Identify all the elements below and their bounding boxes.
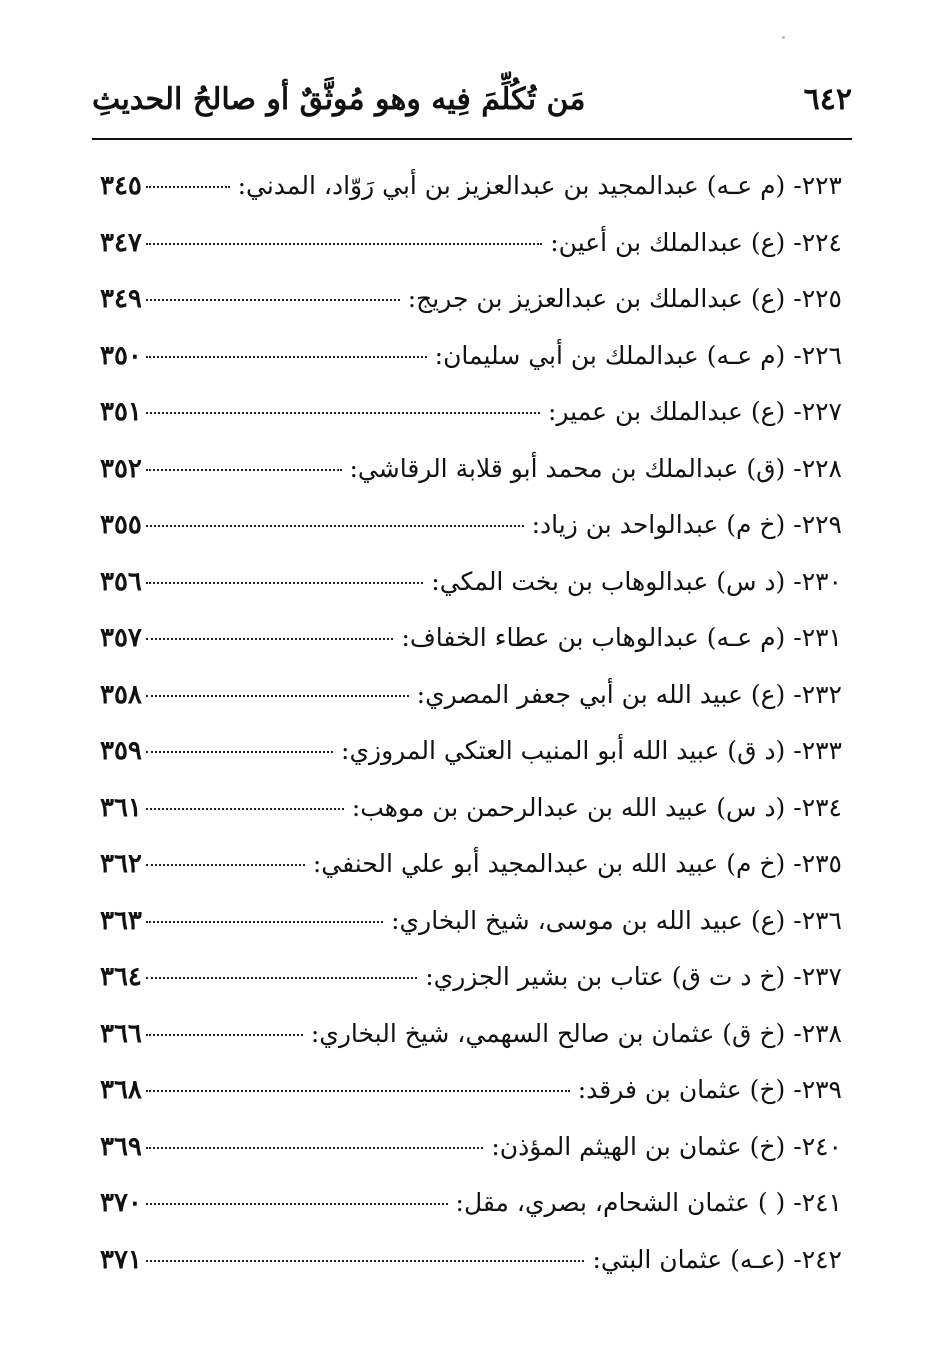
dot-leader <box>146 1034 303 1036</box>
entry-title: ٢٢٧- (ع) عبدالملك بن عمير: <box>547 397 842 426</box>
stray-ink-mark <box>782 36 785 39</box>
dot-leader <box>146 582 423 584</box>
entry-title: ٢٤١- ( ) عثمان الشحام، بصري، مقل: <box>455 1188 842 1217</box>
header-page-number: ٦٤٢ <box>803 82 852 117</box>
toc-entry <box>100 443 842 500</box>
toc-entry <box>100 1234 842 1291</box>
dot-leader <box>146 1203 448 1205</box>
dot-leader <box>146 638 394 640</box>
dot-leader <box>146 751 333 753</box>
dot-leader <box>146 186 230 188</box>
dot-leader <box>146 356 427 358</box>
entry-page-number: ٣٦٣ <box>100 905 142 936</box>
entry-page-number: ٣٤٩ <box>100 284 142 314</box>
entry-title: ٢٢٨- (ق) عبدالملك بن محمد أبو قلابة الرقاشي: <box>349 453 842 483</box>
entry-page-number: ٣٥٠ <box>100 340 142 371</box>
dot-leader <box>146 525 524 527</box>
entry-title: ٢٣٦- (ع) عبيد الله بن موسى، شيخ البخاري: <box>391 905 842 935</box>
toc-entry <box>100 1121 842 1178</box>
toc-entry <box>100 725 842 782</box>
entry-page-number: ٣٤٥ <box>100 171 142 201</box>
entry-title: ٢٣٠- (د س) عبدالوهاب بن بخت المكي: <box>431 566 842 596</box>
entry-title: ٢٣٥- (خ م) عبيد الله بن عبدالمجيد أبو علي الحنفي: <box>312 849 842 878</box>
entry-page-number: ٣٥٧ <box>100 623 142 653</box>
toc-entry <box>100 782 842 839</box>
toc-entry <box>100 1064 842 1121</box>
table-of-contents <box>100 160 842 1290</box>
toc-entry <box>100 1177 842 1234</box>
entry-title: ٢٢٣- (م عـه) عبدالمجيد بن عبدالعزيز بن أبي رَوّاد، المدني: <box>237 171 842 200</box>
running-header <box>92 76 852 134</box>
dot-leader <box>146 1090 570 1092</box>
toc-entry <box>100 330 842 387</box>
dot-leader <box>146 1260 585 1262</box>
entry-page-number: ٣٦٩ <box>100 1131 142 1162</box>
dot-leader <box>146 412 540 414</box>
toc-entry <box>100 386 842 443</box>
entry-page-number: ٣٦٦ <box>100 1018 142 1049</box>
dot-leader <box>146 1147 483 1149</box>
toc-entry <box>100 556 842 613</box>
toc-entry <box>100 895 842 952</box>
entry-page-number: ٣٦٤ <box>100 962 142 992</box>
header-title: مَن تُكُلِّمَ فِيه وهو مُوثَّقٌ أو صالحُ الحديثِ <box>92 82 586 117</box>
entry-title: ٢٢٥- (ع) عبدالملك بن عبدالعزيز بن جريج: <box>407 284 842 313</box>
entry-title: ٢٣٤- (د س) عبيد الله بن عبدالرحمن بن موهب: <box>351 792 842 822</box>
entry-page-number: ٣٧١ <box>100 1244 142 1275</box>
toc-entry <box>100 273 842 330</box>
entry-title: ٢٣٣- (د ق) عبيد الله أبو المنيب العتكي المروزي: <box>341 736 842 765</box>
entry-page-number: ٣٥٨ <box>100 679 142 710</box>
toc-entry <box>100 951 842 1008</box>
entry-title: ٢٢٤- (ع) عبدالملك بن أعين: <box>550 227 842 257</box>
entry-page-number: ٣٦٢ <box>100 849 142 879</box>
entry-title: ٢٣٧- (خ د ت ق) عتاب بن بشير الجزري: <box>425 962 842 991</box>
dot-leader <box>146 299 400 301</box>
toc-entry <box>100 838 842 895</box>
toc-entry <box>100 499 842 556</box>
entry-title: ٢٢٩- (خ م) عبدالواحد بن زياد: <box>531 510 842 539</box>
dot-leader <box>146 921 383 923</box>
entry-title: ٢٢٦- (م عـه) عبدالملك بن أبي سليمان: <box>434 340 842 370</box>
toc-entry <box>100 612 842 669</box>
toc-entry <box>100 1008 842 1065</box>
dot-leader <box>146 469 342 471</box>
dot-leader <box>146 695 409 697</box>
entry-page-number: ٣٧٠ <box>100 1188 142 1218</box>
entry-page-number: ٣٤٧ <box>100 227 142 258</box>
entry-page-number: ٣٦١ <box>100 792 142 823</box>
entry-page-number: ٣٥٦ <box>100 566 142 597</box>
toc-entry <box>100 217 842 274</box>
entry-page-number: ٣٥١ <box>100 397 142 427</box>
toc-entry <box>100 160 842 217</box>
dot-leader <box>146 977 417 979</box>
entry-page-number: ٣٦٨ <box>100 1075 142 1105</box>
entry-page-number: ٣٥٥ <box>100 510 142 540</box>
header-divider <box>92 138 852 140</box>
entry-title: ٢٣٨- (خ ق) عثمان بن صالح السهمي، شيخ البخاري: <box>310 1018 842 1048</box>
dot-leader <box>146 243 542 245</box>
entry-title: ٢٣١- (م عـه) عبدالوهاب بن عطاء الخفاف: <box>401 623 842 652</box>
dot-leader <box>146 864 305 866</box>
entry-title: ٢٣٢- (ع) عبيد الله بن أبي جعفر المصري: <box>416 679 842 709</box>
dot-leader <box>146 808 344 810</box>
entry-title: ٢٣٩- (خ) عثمان بن فرقد: <box>577 1075 842 1104</box>
entry-title: ٢٤٠- (خ) عثمان بن الهيثم المؤذن: <box>491 1131 842 1161</box>
toc-entry <box>100 669 842 726</box>
entry-title: ٢٤٢- (عـه) عثمان البتي: <box>592 1244 842 1274</box>
entry-page-number: ٣٥٩ <box>100 736 142 766</box>
entry-page-number: ٣٥٢ <box>100 453 142 484</box>
